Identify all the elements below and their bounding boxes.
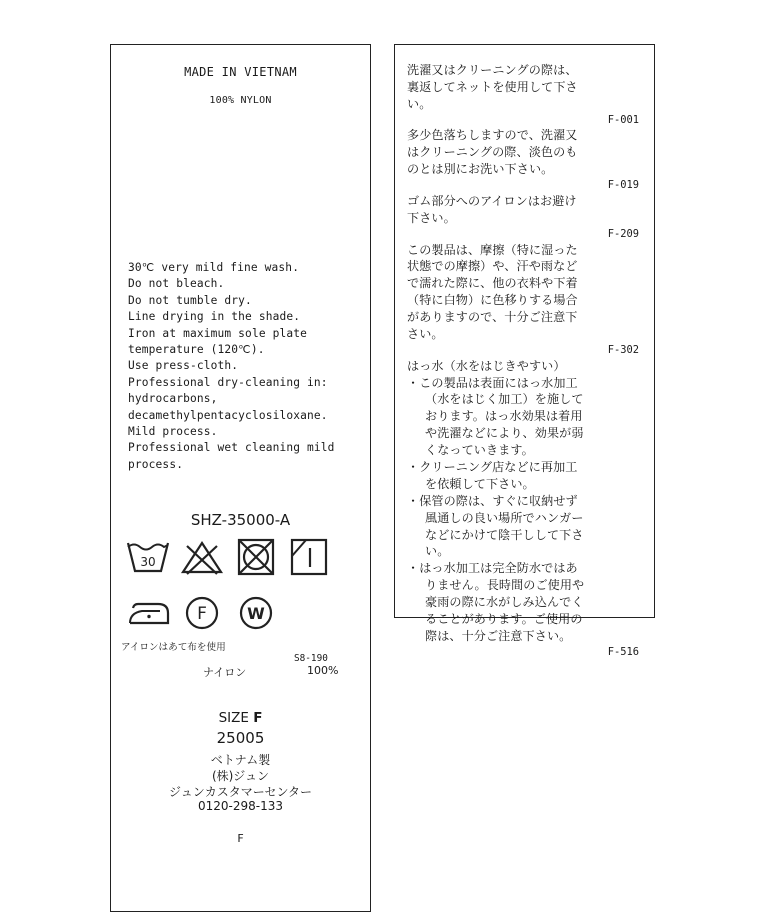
- note-bullet-line: ・クリーニング店などに再加工: [407, 460, 578, 474]
- care-symbols-row-2: [121, 591, 283, 635]
- fiber-percent: 100%: [307, 664, 339, 677]
- care-symbols-row-1: [121, 535, 337, 579]
- size-line: [111, 710, 370, 726]
- company-name: (株)ジュン: [211, 769, 270, 783]
- care-label-right: [394, 44, 655, 658]
- note-line: や洗濯などにより、効果が弱: [425, 426, 584, 441]
- wash-30-icon: [121, 535, 175, 579]
- note-line: 洗濯又はクリーニングの際は、: [407, 63, 578, 77]
- line-dry-shade-icon: [283, 535, 337, 579]
- dry-clean-f-icon: [175, 591, 229, 635]
- no-tumble-dry-icon: [229, 535, 283, 579]
- size-value: F: [253, 710, 263, 726]
- care-instruction-line: Mild process.: [128, 425, 218, 439]
- fabric-composition: 100% NYLON: [209, 95, 272, 106]
- note-line: い。: [407, 96, 432, 111]
- lot-number: 25005: [216, 729, 265, 747]
- note-line: さい。: [407, 326, 444, 341]
- iron-low-icon: [121, 591, 175, 635]
- note-line: （水をはじく加工）を施して: [425, 392, 584, 407]
- note-line: 状態での摩擦）や、汗や雨など: [407, 259, 578, 274]
- note-code: F-209: [607, 227, 639, 240]
- note-line: （特に白物）に色移りする場合: [407, 293, 578, 308]
- phone-number: 0120-298-133: [197, 799, 283, 813]
- care-instruction-line: Do not tumble dry.: [128, 293, 252, 307]
- care-instructions-list: [128, 260, 364, 473]
- care-instruction-line: Professional dry-cleaning in:: [128, 375, 328, 389]
- wet-clean-letter: W: [247, 604, 265, 623]
- care-instruction-line: decamethylpentacyclosiloxane.: [128, 408, 328, 422]
- note-line: りません。長時間のご使用や: [425, 578, 585, 593]
- note-line: い。: [425, 544, 450, 559]
- care-instruction-line: Iron at maximum sole plate: [128, 326, 308, 340]
- no-bleach-icon: [175, 535, 229, 579]
- care-label-left: [110, 44, 371, 912]
- note-line: この製品は、摩擦（特に湿った: [407, 242, 578, 257]
- care-instruction-line: Line drying in the shade.: [128, 310, 301, 324]
- origin-text: MADE IN VIETNAM: [184, 65, 297, 79]
- care-instruction-line: hydrocarbons,: [128, 392, 218, 406]
- care-instruction-line: temperature (120℃).: [128, 343, 265, 357]
- note-line: 際は、十分ご注意下さい。: [425, 628, 572, 643]
- care-instruction-line: process.: [128, 457, 184, 471]
- care-instruction-line: Do not bleach.: [128, 277, 225, 291]
- note-line: がありますので、十分ご注意下: [407, 310, 578, 325]
- product-code: SHZ-35000-A: [190, 511, 291, 529]
- note-code: F-516: [607, 645, 639, 658]
- note-line: 下さい。: [407, 210, 456, 225]
- note-line: くなっていきます。: [425, 443, 534, 458]
- note-bullet-line: ・保管の際は、すぐに収納せず: [407, 493, 578, 508]
- note-line: などにかけて陰干しして下さ: [425, 527, 584, 542]
- care-instruction-line: Use press-cloth.: [128, 359, 239, 373]
- note-code: F-001: [607, 113, 639, 126]
- size-prefix: SIZE: [218, 710, 254, 726]
- iron-note: アイロンはあて布を使用: [121, 642, 226, 653]
- note-code: F-302: [607, 343, 639, 356]
- note-line: 裏返してネットを使用して下さ: [407, 79, 578, 94]
- note-bullet-line: ・はっ水加工は完全防水ではあ: [407, 561, 578, 576]
- note-line: ることがあります。ご使用の: [425, 612, 583, 627]
- note-code: F-019: [607, 179, 639, 192]
- note-bullet-line: ・この製品は表面にはっ水加工: [407, 375, 578, 390]
- note-line: 豪雨の際に水がしみ込んでく: [425, 595, 584, 610]
- note-line: 風通しの良い場所でハンガー: [425, 510, 584, 525]
- dry-clean-letter: F: [197, 604, 207, 624]
- note-line: ゴム部分へのアイロンはお避け: [407, 193, 577, 208]
- care-instruction-line: Professional wet cleaning mild: [128, 441, 335, 455]
- note-line: で濡れた際に、他の衣料や下着: [407, 276, 578, 291]
- bottom-mark: F: [237, 832, 244, 845]
- country-jp: ベトナム製: [210, 753, 271, 767]
- note-line: はっ水（水をはじきやすい）: [407, 358, 566, 373]
- note-line: 多少色落ちしますので、洗濯又: [407, 128, 578, 143]
- note-line: はクリーニングの際、淡色のも: [407, 145, 578, 160]
- wash-temp-text: 30: [140, 555, 156, 569]
- note-line: のとは別にお洗い下さい。: [407, 162, 554, 177]
- wet-clean-w-icon: [229, 591, 283, 635]
- customer-center: ジュンカスタマーセンター: [168, 785, 313, 799]
- note-line: を依頼して下さい。: [425, 476, 535, 491]
- sb-code: S8-190: [294, 653, 328, 664]
- japanese-care-notes: [407, 62, 643, 660]
- note-line: おります。はっ水効果は着用: [425, 409, 583, 424]
- care-instruction-line: 30℃ very mild fine wash.: [128, 261, 300, 274]
- fiber-name: ナイロン: [203, 666, 247, 679]
